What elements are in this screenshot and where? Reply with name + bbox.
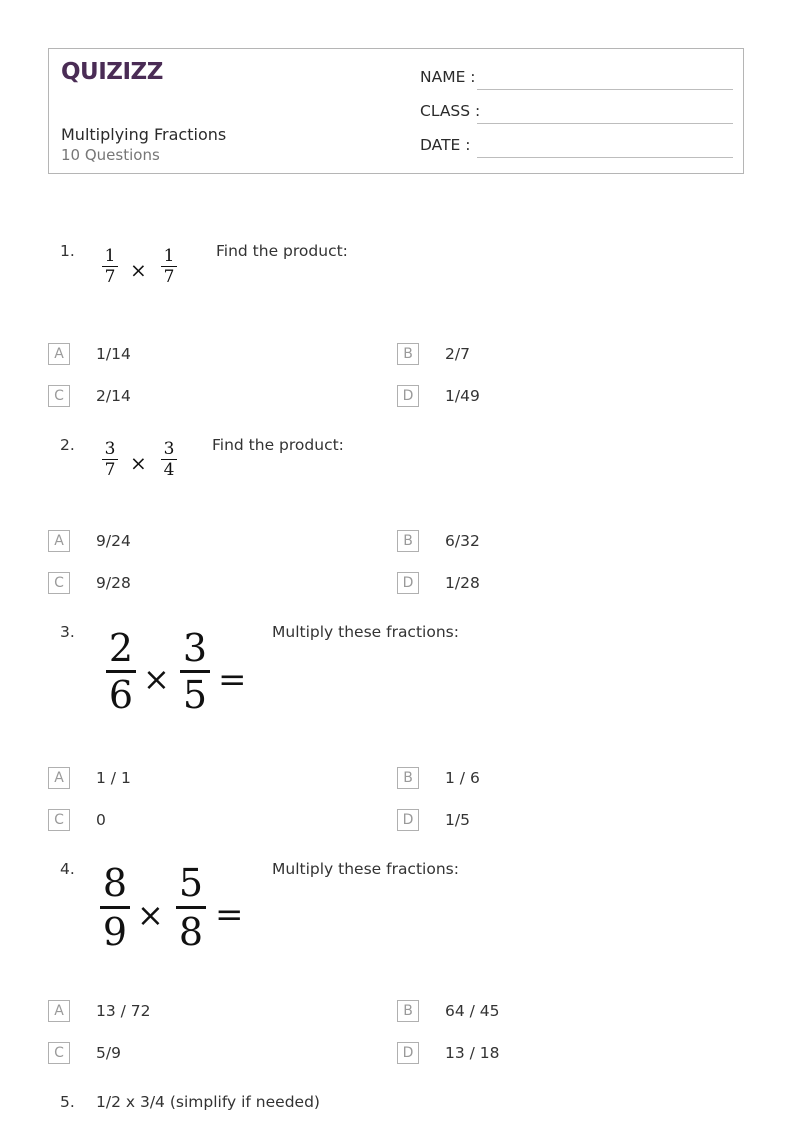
- option-text[interactable]: 1 / 6: [445, 769, 480, 787]
- question-text: 1/2 x 3/4 (simplify if needed): [96, 1093, 320, 1111]
- option-text[interactable]: 64 / 45: [445, 1002, 500, 1020]
- fraction-a: [106, 626, 136, 717]
- option-letter[interactable]: A: [48, 343, 70, 365]
- fraction-a: [102, 246, 118, 287]
- multiply-sign: ×: [130, 451, 147, 475]
- fraction-b: [161, 246, 177, 287]
- numerator: 1: [104, 246, 116, 266]
- denominator: 4: [163, 460, 175, 480]
- question-number: 2.: [60, 436, 75, 454]
- option-letter[interactable]: C: [48, 809, 70, 831]
- class-label: CLASS :: [420, 102, 481, 120]
- denominator: 9: [102, 910, 128, 954]
- option-letter[interactable]: B: [397, 530, 419, 552]
- question-number: 1.: [60, 242, 75, 260]
- option-letter[interactable]: C: [48, 1042, 70, 1064]
- equals-sign: =: [215, 895, 244, 935]
- option-text[interactable]: 1/14: [96, 345, 131, 363]
- numerator: 8: [102, 861, 128, 905]
- option-letter[interactable]: A: [48, 1000, 70, 1022]
- option-letter[interactable]: C: [48, 572, 70, 594]
- equals-sign: =: [218, 660, 247, 700]
- option-text[interactable]: 9/24: [96, 532, 131, 550]
- multiply-sign: ×: [137, 896, 164, 934]
- denominator: 7: [104, 460, 116, 480]
- option-letter[interactable]: D: [397, 572, 419, 594]
- option-text[interactable]: 1/5: [445, 811, 470, 829]
- option-letter[interactable]: D: [397, 385, 419, 407]
- denominator: 5: [182, 673, 208, 717]
- date-field[interactable]: [477, 157, 733, 158]
- option-text[interactable]: 5/9: [96, 1044, 121, 1062]
- fraction-b: [180, 626, 210, 717]
- numerator: 3: [182, 626, 208, 670]
- numerator: 3: [163, 439, 175, 459]
- option-text[interactable]: 9/28: [96, 574, 131, 592]
- option-letter[interactable]: B: [397, 343, 419, 365]
- worksheet-title: Multiplying Fractions: [61, 125, 227, 144]
- numerator: 2: [108, 626, 134, 670]
- fraction-a: [100, 860, 130, 955]
- multiply-sign: ×: [130, 258, 147, 282]
- option-letter[interactable]: D: [397, 809, 419, 831]
- option-text[interactable]: 1/28: [445, 574, 480, 592]
- question-number: 4.: [60, 860, 75, 878]
- option-text[interactable]: 13 / 18: [445, 1044, 500, 1062]
- question-text: Multiply these fractions:: [272, 860, 459, 878]
- numerator: 3: [104, 439, 116, 459]
- multiply-sign: ×: [143, 660, 170, 698]
- fraction-b: [176, 860, 206, 955]
- option-text[interactable]: 1/49: [445, 387, 480, 405]
- denominator: 7: [163, 267, 175, 287]
- option-text[interactable]: 13 / 72: [96, 1002, 151, 1020]
- option-letter[interactable]: A: [48, 767, 70, 789]
- option-letter[interactable]: B: [397, 1000, 419, 1022]
- worksheet-header: [48, 48, 744, 174]
- question-text: Find the product:: [212, 436, 344, 454]
- class-field[interactable]: [477, 123, 733, 124]
- date-label: DATE :: [420, 136, 471, 154]
- option-text[interactable]: 2/7: [445, 345, 470, 363]
- quizizz-logo: QUIZIZZ: [61, 59, 163, 85]
- name-label: NAME :: [420, 68, 476, 86]
- option-text[interactable]: 2/14: [96, 387, 131, 405]
- fraction-b: [161, 439, 177, 480]
- option-text[interactable]: 0: [96, 811, 106, 829]
- name-field[interactable]: [477, 89, 733, 90]
- question-text: Find the product:: [216, 242, 348, 260]
- denominator: 6: [108, 673, 134, 717]
- option-text[interactable]: 1 / 1: [96, 769, 131, 787]
- option-letter[interactable]: B: [397, 767, 419, 789]
- option-text[interactable]: 6/32: [445, 532, 480, 550]
- option-letter[interactable]: D: [397, 1042, 419, 1064]
- question-count: 10 Questions: [61, 146, 160, 164]
- numerator: 5: [178, 861, 204, 905]
- question-text: Multiply these fractions:: [272, 623, 459, 641]
- question-number: 5.: [60, 1093, 75, 1111]
- denominator: 7: [104, 267, 116, 287]
- option-letter[interactable]: C: [48, 385, 70, 407]
- question-number: 3.: [60, 623, 75, 641]
- numerator: 1: [163, 246, 175, 266]
- option-letter[interactable]: A: [48, 530, 70, 552]
- denominator: 8: [178, 910, 204, 954]
- fraction-a: [102, 439, 118, 480]
